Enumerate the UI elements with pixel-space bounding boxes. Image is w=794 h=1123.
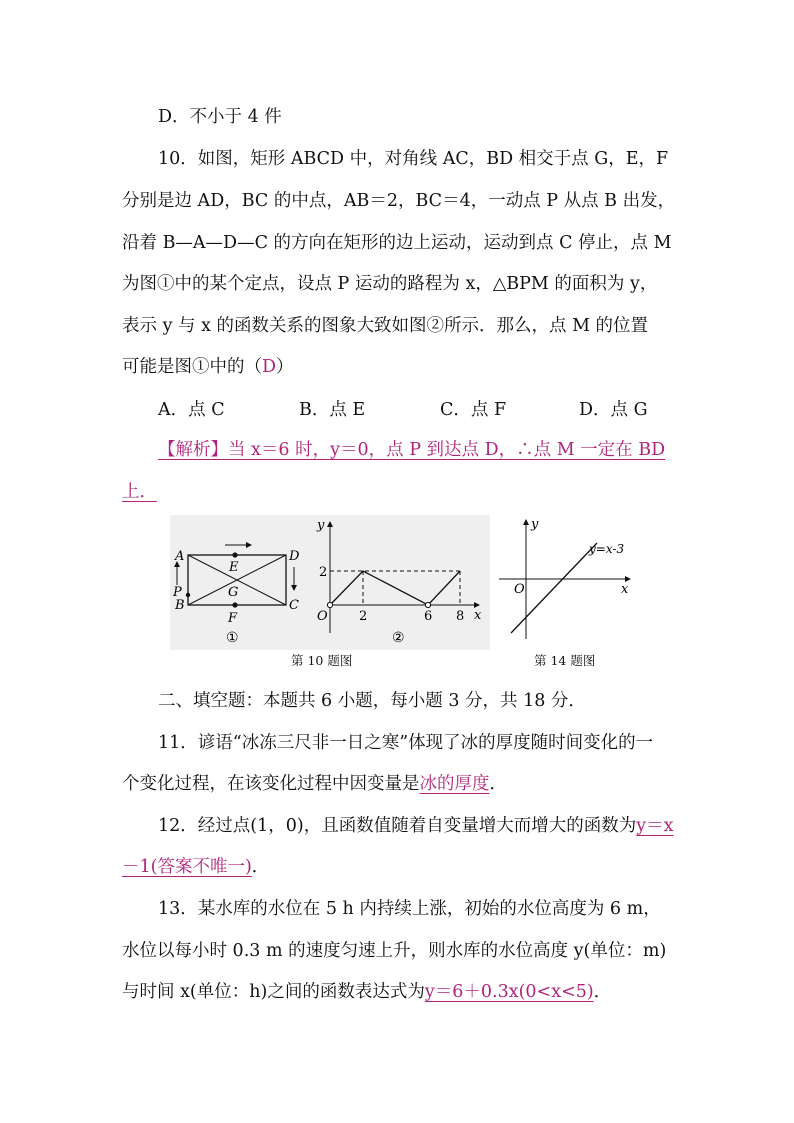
graph-label-y: y <box>317 518 325 533</box>
question-12-period: ． <box>251 857 270 877</box>
question-10-answer: D <box>262 357 277 377</box>
section-2-heading: 二、填空题：本题共 6 小题，每小题 3 分，共 18 分． <box>158 691 586 711</box>
graph-open-point-origin <box>327 602 332 607</box>
figure-10-svg <box>170 515 490 650</box>
question-12-answer-part-1: y＝x <box>636 816 674 836</box>
question-10-line-5: 表示 y 与 x 的函数关系的图象大致如图②所示．那么，点 M 的位置 <box>122 316 649 336</box>
graph-tick-x-6: 6 <box>424 609 433 624</box>
question-13-line-1: 13．某水库的水位在 5 h 内持续上涨，初始的水位高度为 6 m， <box>158 899 661 919</box>
question-13-stem: 与时间 x(单位：h)之间的函数表达式为 <box>122 982 425 1002</box>
graph-tick-x-2: 2 <box>359 609 368 624</box>
graph-label-origin: O <box>317 609 328 624</box>
question-10-stem-end: 可能是图①中的（ <box>122 357 262 377</box>
option-d-line: D．不小于 4 件 <box>158 107 282 127</box>
question-13-line-3 <box>122 980 682 1004</box>
option-a: A．点 C <box>158 400 225 420</box>
question-13-period: ． <box>593 982 612 1002</box>
question-12-answer-part-2: －1(答案不唯一) <box>122 857 252 877</box>
figure-question-14 <box>497 515 637 649</box>
label-p: P <box>173 585 182 600</box>
question-10-bracket: ） <box>276 357 294 377</box>
fig14-label-x: x <box>621 582 629 597</box>
analysis-line-2: 上． <box>122 482 157 502</box>
figure-2-number: ② <box>392 630 405 646</box>
option-b: B．点 E <box>299 400 366 420</box>
fig14-line-label: y=x-3 <box>589 542 625 556</box>
option-d: D．点 G <box>579 400 648 420</box>
option-c: C．点 F <box>440 400 507 420</box>
question-11-period: ． <box>489 774 507 794</box>
question-11-line-1: 11．谚语“冰冻三尺非一日之寒”体现了冰的厚度随时间变化的一 <box>158 733 654 753</box>
graph-label-x: x <box>474 608 482 623</box>
question-10-options <box>158 396 678 420</box>
fig14-label-y: y <box>531 517 539 532</box>
question-13-line-2: 水位以每小时 0.3 m 的速度匀速上升，则水库的水位高度 y(单位：m) <box>122 941 667 961</box>
question-13-answer: y＝6＋0.3x(0<x<5) <box>424 982 594 1002</box>
graph-open-point-6 <box>425 602 430 607</box>
question-11-line-2 <box>122 772 682 796</box>
graph-tick-y-2: 2 <box>319 565 328 580</box>
figure-10-caption: 第 10 题图 <box>291 653 353 668</box>
label-a: A <box>175 549 185 564</box>
point-e <box>232 552 237 557</box>
question-10-line-3: 沿着 B—A—D—C 的方向在矩形的边上运动，运动到点 C 停止，点 M <box>122 233 672 253</box>
figure-14-caption: 第 14 题图 <box>534 653 596 668</box>
fig14-y-arrow <box>523 519 529 525</box>
figure-14-svg <box>497 515 637 645</box>
question-11-answer: 冰的厚度 <box>419 774 490 794</box>
label-g: G <box>228 585 239 600</box>
analysis-line-1: 【解析】当 x＝6 时，y＝0，点 P 到达点 D，∴点 M 一定在 BD <box>158 440 666 460</box>
question-12-stem: 12．经过点(1，0)，且函数值随着自变量增大而增大的函数为 <box>158 816 637 836</box>
label-b: B <box>175 598 185 613</box>
label-c: C <box>289 598 299 613</box>
label-e: E <box>229 560 239 575</box>
point-f <box>232 602 237 607</box>
question-10-line-2: 分别是边 AD，BC 的中点，AB＝2，BC＝4，一动点 P 从点 B 出发， <box>122 191 676 211</box>
graph-tick-x-8: 8 <box>456 609 465 624</box>
label-f: F <box>228 611 238 626</box>
figure-1-number: ① <box>226 630 239 646</box>
label-d: D <box>289 549 300 564</box>
question-11-stem: 个变化过程，在该变化过程中因变量是 <box>122 774 420 794</box>
question-10-line-1: 10．如图，矩形 ABCD 中，对角线 AC，BD 相交于点 G，E，F <box>158 149 669 169</box>
question-10-line-4: 为图①中的某个定点，设点 P 运动的路程为 x，△BPM 的面积为 y， <box>122 274 658 294</box>
question-12-line-2 <box>122 855 682 879</box>
point-p <box>186 593 190 597</box>
fig14-label-origin: O <box>514 582 525 597</box>
question-12-line-1 <box>158 814 718 838</box>
question-10-line-6 <box>122 355 682 379</box>
figure-question-10 <box>170 515 490 654</box>
